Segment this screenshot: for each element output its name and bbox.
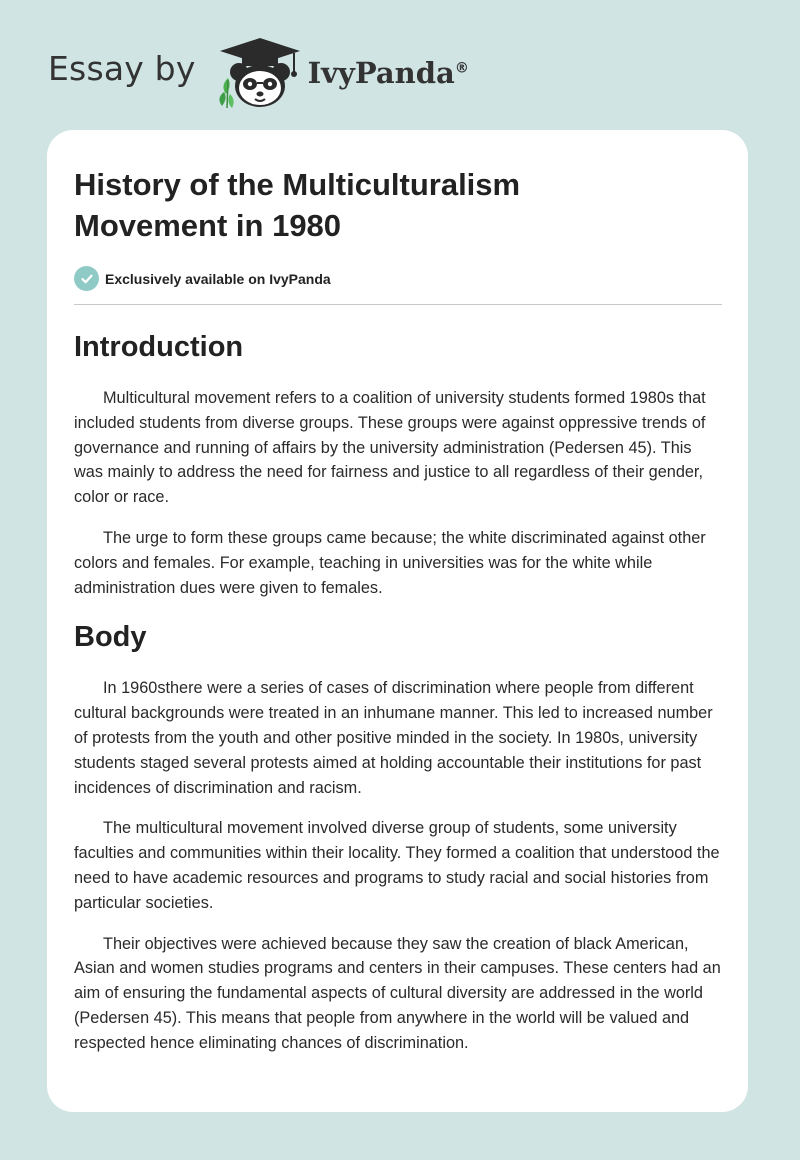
page-title: History of the Multiculturalism Movement in 1980 <box>74 167 521 243</box>
paragraph: In 1960sthere were a series of cases of discrimination where people from different cultural backgrounds were treated in an inhumane manner. This led to increased number of protests from the youth and other positive minded in the society. In 1980s, university students staged several protests aimed at holding accountable their institutions for past incidences of discrimination and racism. <box>74 679 713 797</box>
check-icon <box>74 266 99 291</box>
essay-card <box>47 130 748 1112</box>
section-heading-introduction: Introduction <box>74 331 244 363</box>
badge-label: Exclusively available on IvyPanda <box>105 270 331 287</box>
paragraph: Multicultural movement refers to a coalition of university students formed 1980s that included students from diverse groups. These groups were against oppressive trends of governance and running of affairs by the university administration (Pedersen 45). This was mainly to address the need for fairness and justice to all regardless of their gender, color or race. <box>74 389 706 507</box>
section-heading-body: Body <box>74 621 147 654</box>
brand-name: IvyPanda® <box>307 56 469 90</box>
panda-mascot-icon <box>214 34 306 110</box>
paragraph: Their objectives were achieved because they saw the creation of black American, Asian and women studies programs and centers in their campuses. These centers had an aim of ensuring the fundamental aspects of cultural diversity are addressed in the world (Pedersen 45). This means that people from anywhere in the world will be valued and respected hence eliminating chances of discrimination. <box>74 934 721 1052</box>
ivypanda-logo[interactable] <box>214 34 469 110</box>
exclusive-badge <box>74 266 722 291</box>
paragraph: The multicultural movement involved diverse group of students, some university faculties and communities within their locality. They formed a coalition that understood the need to have academic resources and programs to study racial and social histories from particular societies. <box>74 819 720 912</box>
paragraph: The urge to form these groups came because; the white discriminated against other colors and females. For example, teaching in universities was for the white while administration dues were given to females. <box>74 528 706 597</box>
divider <box>74 304 722 305</box>
essay-by-label: Essay by <box>48 48 196 88</box>
registered-mark: ® <box>454 60 469 77</box>
site-header <box>48 34 469 110</box>
